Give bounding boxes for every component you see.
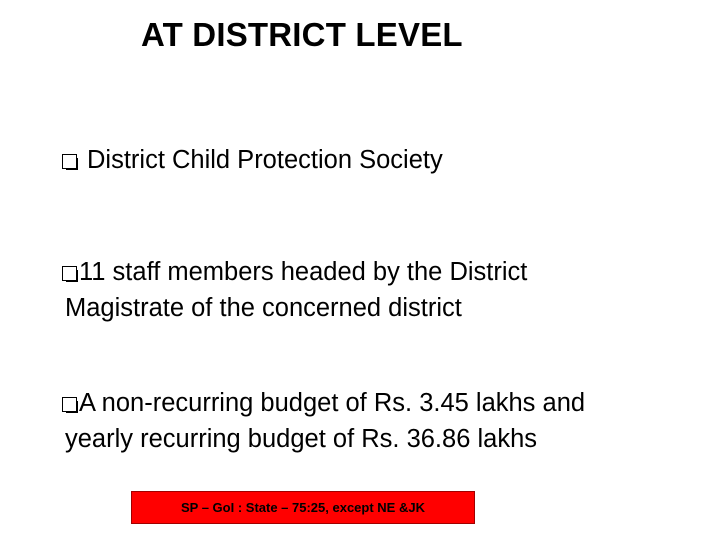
checkbox-icon [62,266,77,281]
funding-ratio-note: SP – GoI : State – 75:25, except NE &JK [131,491,475,524]
bullet-text-continued: Magistrate of the concerned district [65,294,462,322]
checkbox-icon [62,397,77,412]
bullet-item [62,142,443,178]
bullet-item [62,385,585,457]
checkbox-icon [62,154,77,169]
bullet-text: District Child Protection Society [87,146,443,174]
slide-title: AT DISTRICT LEVEL [141,16,463,53]
bullet-text: A non-recurring budget of Rs. 3.45 lakhs and [79,389,586,417]
bullet-item [62,254,527,326]
bullet-text-continued: yearly recurring budget of Rs. 36.86 lakhs [65,425,537,453]
bullet-text: 11 staff members headed by the District [79,258,528,286]
